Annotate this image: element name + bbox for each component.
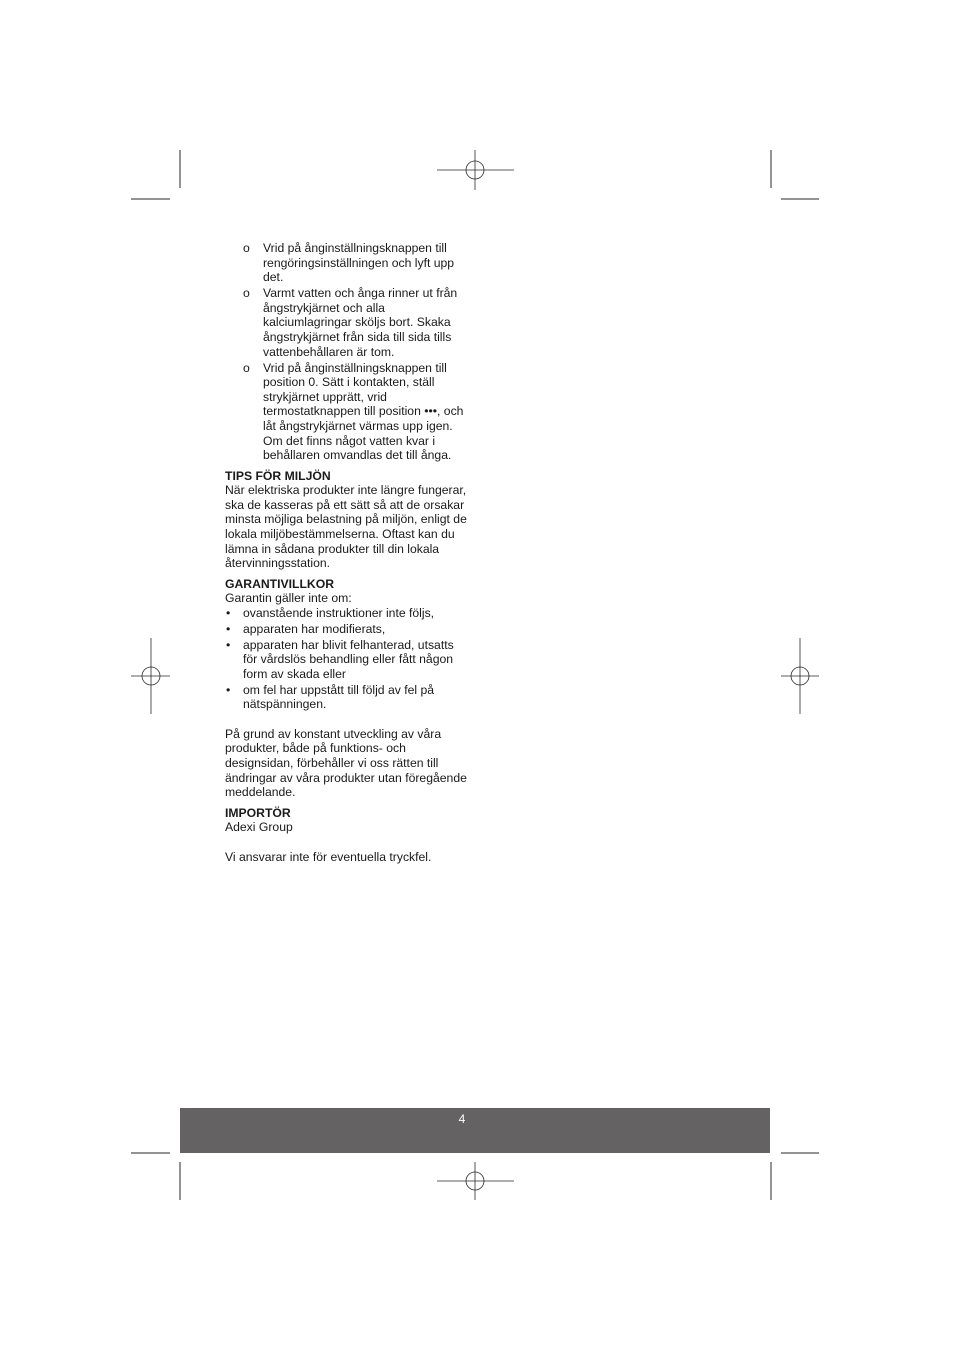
bullet-marker: • bbox=[226, 682, 231, 697]
page-number: 4 bbox=[458, 1112, 466, 1126]
importer-heading: IMPORTÖR bbox=[225, 805, 291, 820]
list-marker: o bbox=[243, 286, 250, 301]
list-item bbox=[225, 638, 470, 682]
printing-disclaimer: Vi ansvarar inte för eventuella tryckfel. bbox=[225, 849, 432, 864]
warranty-intro: Garantin gäller inte om: bbox=[225, 591, 352, 606]
list-item-text: apparaten har blivit felhanterad, utsatts för vårdslös behandling eller fått någon form av skada eller bbox=[243, 637, 454, 681]
bullet-marker: • bbox=[226, 637, 231, 652]
bullet-marker: • bbox=[226, 606, 231, 621]
warranty-exclusions-list bbox=[225, 606, 470, 712]
list-item bbox=[225, 241, 470, 285]
list-marker: o bbox=[243, 241, 250, 255]
warranty-heading: GARANTIVILLKOR bbox=[225, 576, 335, 591]
list-item bbox=[225, 361, 470, 463]
list-item bbox=[225, 683, 470, 712]
list-item-text: om fel har uppstått till följd av fel på nätspänningen. bbox=[243, 682, 435, 712]
list-item bbox=[225, 622, 470, 637]
list-marker: o bbox=[243, 360, 250, 375]
list-item-text: apparaten har modifierats, bbox=[243, 621, 386, 636]
list-item-text: ovanstående instruktioner inte följs, bbox=[243, 606, 435, 621]
list-item bbox=[225, 606, 470, 621]
list-item-text: Varmt vatten och ånga rinner ut från ångstrykjärnet och alla kalciumlagringar sköljs bort. Skaka ångstrykjärnet från sida till sida tills vattenbehållaren är tom. bbox=[263, 286, 458, 359]
main-text-column bbox=[225, 241, 470, 865]
bullet-marker: • bbox=[226, 621, 231, 636]
descaling-steps-list bbox=[225, 241, 470, 463]
environment-text: När elektriska produkter inte längre fungerar, ska de kasseras på ett sätt så att de orsakar minsta möjliga belastning på miljön, enligt de lokala miljöbestämmelserna. Oftast kan du lämna in sådana produkter till din lokala återvinningsstation. bbox=[225, 483, 467, 571]
warranty-note: På grund av konstant utveckling av våra produkter, både på funktions- och designsidan, förbehåller vi oss rätten till ändringar av våra produkter utan föregående meddelande. bbox=[225, 726, 467, 800]
environment-heading: TIPS FÖR MILJÖN bbox=[225, 468, 331, 483]
list-item-text: Vrid på ånginställningsknappen till position 0. Sätt i kontakten, ställ strykjärnet upprätt, vrid termostatknappen till position •••, och låt ångstrykjärnet värmas upp igen. Om det finns något vatten kvar i behållaren omvandlas det till ånga. bbox=[263, 360, 464, 463]
list-item-text: Vrid på ånginställningsknappen till rengöringsinställningen och lyft upp det. bbox=[263, 241, 455, 285]
list-item bbox=[225, 286, 470, 359]
footer-bar bbox=[180, 1108, 770, 1153]
importer-name: Adexi Group bbox=[225, 820, 293, 835]
